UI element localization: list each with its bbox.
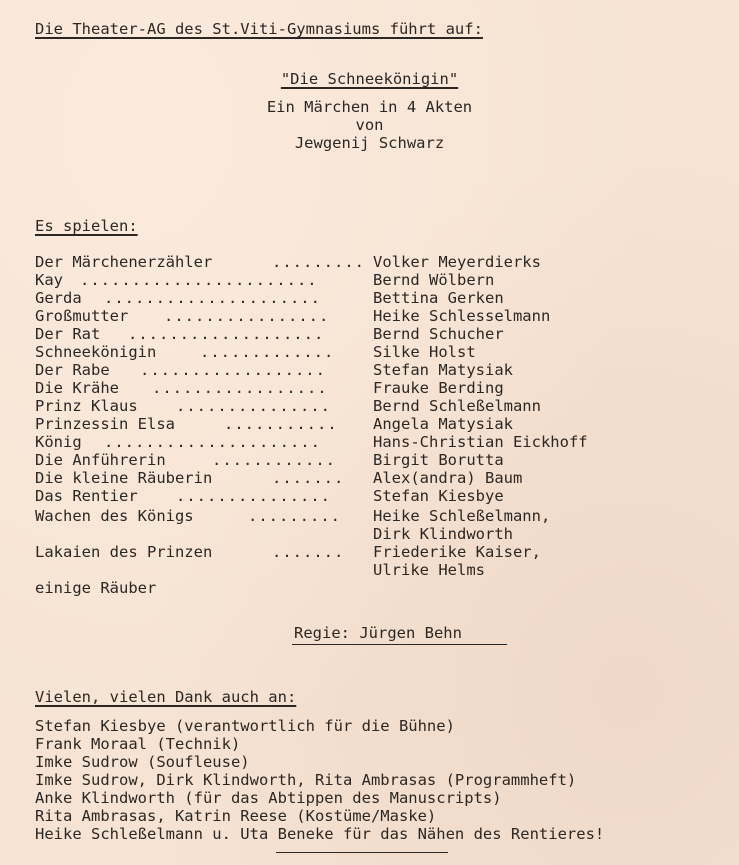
cast-leader-dots: .....................: [104, 289, 321, 307]
cast-role: Lakaien des Prinzen: [35, 543, 213, 561]
cast-leader-dots: .....................: [104, 433, 321, 451]
thanks-item: Anke Klindworth (für das Abtippen des Manuscripts): [35, 789, 502, 807]
cast-role: Großmutter: [35, 307, 129, 325]
play-subtitle: Ein Märchen in 4 Akten: [266, 98, 473, 116]
cast-actor-second: Dirk Klindworth: [373, 525, 513, 543]
thanks-item: Frank Moraal (Technik): [35, 735, 241, 753]
closing-rule: [276, 852, 448, 853]
cast-role: Prinzessin Elsa: [35, 415, 175, 433]
thanks-item: Imke Sudrow (Soufleuse): [35, 753, 250, 771]
cast-leader-dots: ...........: [224, 415, 338, 433]
cast-leader-dots: ...............: [176, 487, 331, 505]
cast-leader-dots: ................: [164, 307, 330, 325]
cast-actor: Frauke Berding: [373, 379, 504, 397]
cast-actor: Birgit Borutta: [373, 451, 504, 469]
cast-actor: Bettina Gerken: [373, 289, 504, 307]
cast-role: Das Rentier: [35, 487, 138, 505]
cast-actor-second: Ulrike Helms: [373, 561, 485, 579]
cast-actor: Stefan Matysiak: [373, 361, 513, 379]
cast-actor: Bernd Wölbern: [373, 271, 495, 289]
cast-leader-dots: .............: [200, 343, 335, 361]
cast-actor: Alex(andra) Baum: [373, 469, 523, 487]
director-underline: [292, 644, 507, 645]
thanks-item: Heike Schleßelmann u. Uta Beneke für das Nähen des Rentieres!: [35, 825, 605, 843]
cast-role: Die Krähe: [35, 379, 119, 397]
cast-role: König: [35, 433, 82, 451]
cast-actor: Stefan Kiesbye: [373, 487, 504, 505]
cast-actor: Friederike Kaiser,: [373, 543, 541, 561]
cast-leader-dots: .......................: [80, 271, 318, 289]
cast-actor: Hans-Christian Eickhoff: [373, 433, 588, 451]
cast-leader-dots: .................: [152, 379, 328, 397]
thanks-item: Rita Ambrasas, Katrin Reese (Kostüme/Maske): [35, 807, 437, 825]
cast-role: Prinz Klaus: [35, 397, 138, 415]
thanks-item: Imke Sudrow, Dirk Klindworth, Rita Ambrasas (Programmheft): [35, 771, 577, 789]
cast-role: Der Rabe: [35, 361, 110, 379]
cast-leader-dots: ............: [212, 451, 336, 469]
cast-leader-dots: .......: [272, 543, 345, 561]
cast-role: Der Märchenerzähler: [35, 253, 213, 271]
cast-leader-dots: ..................: [140, 361, 326, 379]
cast-role: Die kleine Räuberin: [35, 469, 213, 487]
cast-leader-dots: ...................: [128, 325, 325, 343]
extra-role: einige Räuber: [35, 579, 157, 597]
cast-actor: Heike Schlesselmann: [373, 307, 551, 325]
thanks-heading: Vielen, vielen Dank auch an:: [35, 688, 297, 706]
cast-actor: Bernd Schucher: [373, 325, 504, 343]
cast-role: Die Anführerin: [35, 451, 166, 469]
director-credit: Regie: Jürgen Behn: [294, 624, 462, 642]
cast-role: Schneekönigin: [35, 343, 157, 361]
cast-leader-dots: ...............: [176, 397, 331, 415]
cast-heading: Es spielen:: [35, 217, 138, 235]
play-title: "Die Schneekönigin": [280, 70, 459, 88]
cast-role: Gerda: [35, 289, 82, 307]
cast-actor: Heike Schleßelmann,: [373, 507, 551, 525]
cast-actor: Silke Holst: [373, 343, 476, 361]
thanks-item: Stefan Kiesbye (verantwortlich für die Bühne): [35, 717, 455, 735]
cast-actor: Angela Matysiak: [373, 415, 513, 433]
cast-role: Der Rat: [35, 325, 101, 343]
cast-actor: Volker Meyerdierks: [373, 253, 541, 271]
cast-role: Wachen des Königs: [35, 507, 194, 525]
cast-actor: Bernd Schleßelmann: [373, 397, 541, 415]
cast-leader-dots: .........: [248, 507, 341, 525]
cast-role: Kay: [35, 271, 63, 289]
by-line: von: [355, 116, 384, 134]
author-name: Jewgenij Schwarz: [294, 134, 445, 152]
cast-leader-dots: .......: [272, 469, 345, 487]
cast-leader-dots: .........: [272, 253, 365, 271]
intro-line: Die Theater-AG des St.Viti-Gymnasiums führt auf:: [35, 20, 483, 38]
